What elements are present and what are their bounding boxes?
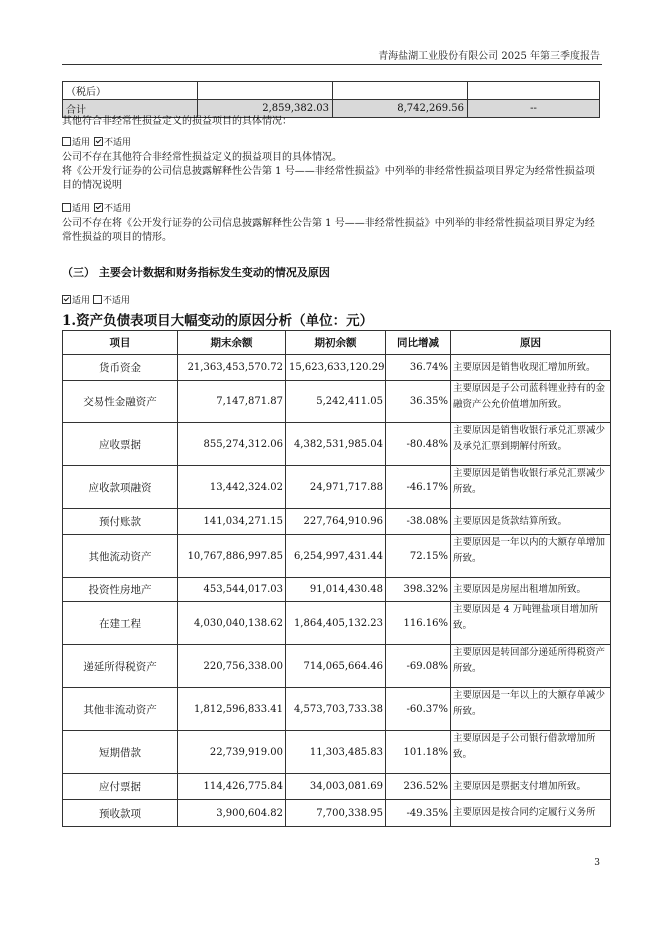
table-row: 预付账款 141,034,271.15 227,764,910.96 -38.08% 主要原因是货款结算所致。 — [63, 509, 611, 535]
checkbox-checked-icon — [62, 295, 71, 304]
table-header-row — [63, 331, 611, 355]
table-row: 在建工程 4,030,040,138.62 1,864,405,132.23 116.16% 主要原因是 4 万吨锂盐项目增加所致。 — [63, 602, 611, 645]
no-reclassify: 公司不存在将《公开发行证券的公司信息披露解释性公告第 1 号——非经常性损益》中列举的非经常性损益项目界定为经常性损益的项目的情形。 — [62, 218, 595, 243]
checkbox-unchecked-icon — [62, 203, 71, 212]
total-ytd: 8,742,269.56 — [333, 100, 468, 118]
col-end: 期末余额 — [178, 331, 286, 355]
announcement-desc: 将《公开发行证券的公司信息披露解释性公告第 1 号——非经常性损益》中列举的非经常性损益项目界定为经常性损益项目的情况说明 — [62, 166, 595, 191]
table-row: 货币资金 21,363,453,570.72 15,623,633,120.29 36.74% 主要原因是销售收现汇增加所致。 — [63, 355, 611, 381]
table-row: 递延所得税资产 220,756,338.00 714,065,664.46 -69.08% 主要原因是转回部分递延所得税资产所致。 — [63, 645, 611, 688]
section-subtitle: 1.资产负债表项目大幅变动的原因分析（单位：元） — [62, 313, 374, 329]
table-row: 应收款项融资 13,442,324.02 24,971,717.88 -46.17% 主要原因是销售收银行承兑汇票减少所致。 — [63, 466, 611, 509]
other-items-title: 其他符合非经常性损益定义的损益项目的具体情况： — [62, 116, 292, 127]
table-row: 预收款项 3,900,604.82 7,700,338.95 -49.35% 主要原因是按合同约定履行义务所 — [63, 800, 611, 827]
col-change: 同比增减 — [386, 331, 451, 355]
table-row — [63, 82, 600, 100]
checkbox-checked-icon — [94, 203, 103, 212]
header-rule — [62, 64, 602, 65]
page-header: 青海盐湖工业股份有限公司 2025 年第三季度报告 — [378, 51, 600, 62]
checkbox-unchecked-icon — [62, 137, 71, 146]
checkbox-row-1: 适用 不适用 — [62, 135, 131, 148]
checkbox-unchecked-icon — [93, 295, 102, 304]
non-recurring-table — [62, 81, 600, 118]
total-current: 2,859,382.03 — [198, 100, 333, 118]
no-other-items: 公司不存在其他符合非经常性损益定义的损益项目的具体情况。 — [62, 152, 342, 163]
col-item: 项目 — [63, 331, 178, 355]
checkbox-checked-icon — [94, 137, 103, 146]
total-label: 合计 — [63, 100, 198, 118]
table-row: 应收票据 855,274,312.06 4,382,531,985.04 -80.48% 主要原因是销售收银行承兑汇票减少及承兑汇票到期解付所致。 — [63, 423, 611, 466]
total-note: -- — [468, 100, 600, 118]
checkbox-row-2: 适用 不适用 — [62, 201, 131, 214]
table-row: 其他非流动资产 1,812,596,833.41 4,573,703,733.38 -60.37% 主要原因是一年以上的大额存单减少所致。 — [63, 688, 611, 731]
table-row: 短期借款 22,739,919.00 11,303,485.83 101.18% 主要原因是子公司银行借款增加所致。 — [63, 731, 611, 774]
row-label: （税后） — [63, 82, 198, 100]
table-row: 交易性金融资产 7,147,871.87 5,242,411.05 36.35% 主要原因是子公司蓝科锂业持有的金融资产公允价值增加所致。 — [63, 381, 611, 423]
table-row: 投资性房地产 453,544,017.03 91,014,430.48 398.32% 主要原因是房屋出租增加所致。 — [63, 578, 611, 602]
checkbox-row-3: 适用 不适用 — [62, 293, 130, 306]
table-row: 其他流动资产 10,767,886,997.85 6,254,997,431.44 72.15% 主要原因是一年以内的大额存单增加所致。 — [63, 535, 611, 578]
page-number: 3 — [594, 858, 600, 868]
col-begin: 期初余额 — [286, 331, 386, 355]
section-title: （三） 主要会计数据和财务指标发生变动的情况及原因 — [62, 266, 330, 279]
table-row: 应付票据 114,426,775.84 34,003,081.69 236.52% 主要原因是票据支付增加所致。 — [63, 774, 611, 800]
col-reason: 原因 — [451, 331, 611, 355]
balance-sheet-changes-table — [62, 330, 611, 827]
